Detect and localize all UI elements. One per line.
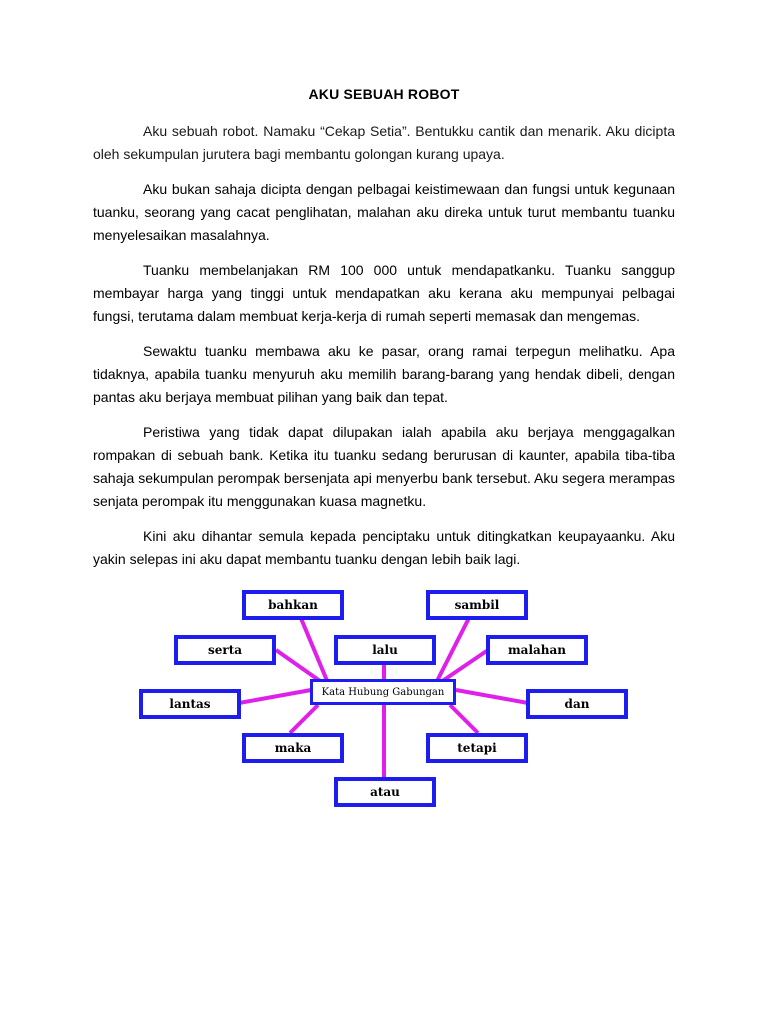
node-tetapi: tetapi xyxy=(426,733,528,763)
node-maka: maka xyxy=(242,733,344,763)
connector-lantas xyxy=(239,690,311,703)
paragraph-4: Sewaktu tuanku membawa aku ke pasar, orang ramai terpegun melihatku. Apa tidaknya, apabila tuanku menyuruh aku memilih barang-barang yang hendak dibeli, dengan pantas aku berjaya membuat pilihan yang baik dan tepat. xyxy=(93,343,675,405)
connector-tetapi xyxy=(450,705,478,733)
paragraph-6: Kini aku dihantar semula kepada penciptaku untuk ditingkatkan keupayaanku. Aku yakin selepas ini aku dapat membantu tuanku dengan lebih baik lagi. xyxy=(93,528,675,567)
connector-bahkan xyxy=(300,616,328,683)
paragraph-1: Aku sebuah robot. Namaku “Cekap Setia”. Bentukku cantik dan menarik. Aku dicipta oleh sekumpulan jurutera bagi membantu golongan kurang upaya. xyxy=(93,123,675,162)
node-dan: dan xyxy=(526,689,628,719)
node-serta: serta xyxy=(174,635,276,665)
mind-map xyxy=(0,580,768,810)
document-title: AKU SEBUAH ROBOT xyxy=(308,86,460,102)
paragraph-2: Aku bukan sahaja dicipta dengan pelbagai keistimewaan dan fungsi untuk kegunaan tuanku, seorang yang cacat penglihatan, malahan aku direka untuk turut membantu tuanku menyelesaikan masalahnya. xyxy=(93,181,675,243)
connector-dan xyxy=(456,690,528,703)
paragraph-5: Peristiwa yang tidak dapat dilupakan ialah apabila aku berjaya menggagalkan rompakan di sebuah bank. Ketika itu tuanku sedang berurusan di kaunter, apabila tiba-tiba sahaja sekumpulan perompak bersenjata api menyerbu bank tersebut. Aku segera merampas senjata perompak itu menggunakan kuasa magnetku. xyxy=(93,424,675,509)
connector-serta xyxy=(276,650,320,681)
node-lalu: lalu xyxy=(334,635,436,665)
node-malahan: malahan xyxy=(486,635,588,665)
document-body xyxy=(93,120,675,583)
mind-map-center: Kata Hubung Gabungan xyxy=(310,679,456,705)
node-bahkan: bahkan xyxy=(242,590,344,620)
node-lantas: lantas xyxy=(139,689,241,719)
node-atau: atau xyxy=(334,777,436,807)
node-sambil: sambil xyxy=(426,590,528,620)
connector-maka xyxy=(290,705,318,733)
paragraph-3: Tuanku membelanjakan RM 100 000 untuk mendapatkanku. Tuanku sanggup membayar harga yang tinggi untuk mendapatkan aku kerana aku mempunyai pelbagai fungsi, terutama dalam membuat kerja-kerja di rumah seperti memasak dan mengemas. xyxy=(93,262,675,324)
